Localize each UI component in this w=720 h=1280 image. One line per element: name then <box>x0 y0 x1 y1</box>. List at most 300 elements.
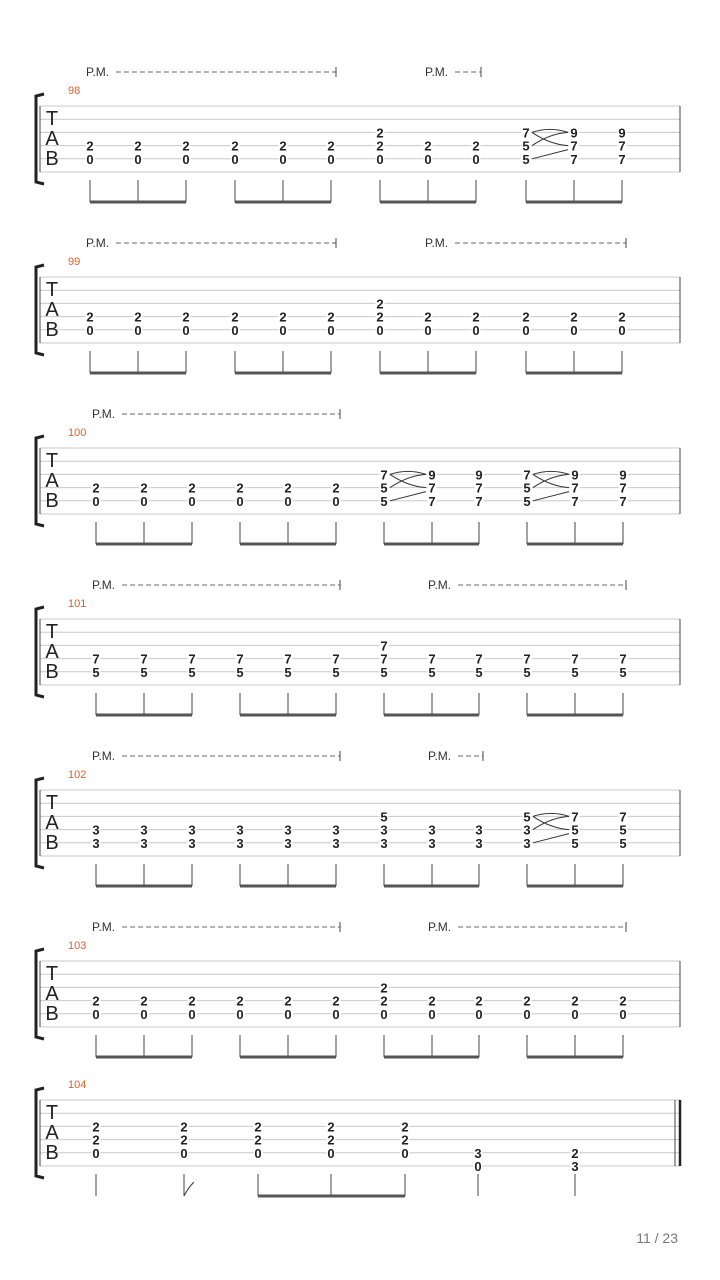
tab-system <box>36 1079 680 1196</box>
fret-number: 0 <box>92 1006 100 1022</box>
fret-number: 2 <box>523 993 531 1009</box>
fret-number: 7 <box>475 493 483 509</box>
fret-number: 2 <box>182 138 190 154</box>
fret-number: 5 <box>92 664 100 680</box>
palm-mute-label: P.M. <box>428 920 452 934</box>
fret-number: 7 <box>380 467 388 483</box>
tab-note <box>231 310 240 373</box>
fret-number: 2 <box>279 138 287 154</box>
measure-number: 100 <box>68 427 87 439</box>
tab-note <box>475 994 484 1057</box>
fret-number: 7 <box>428 651 436 667</box>
tab-note <box>188 652 197 715</box>
fret-number: 7 <box>428 493 436 509</box>
fret-number: 0 <box>92 1145 100 1161</box>
fret-number: 3 <box>523 835 531 851</box>
tab-clef <box>45 1102 59 1164</box>
fret-number: 2 <box>327 138 335 154</box>
fret-number: 7 <box>619 493 627 509</box>
fret-number: 7 <box>571 493 579 509</box>
fret-number: 2 <box>188 993 196 1009</box>
fret-number: 5 <box>523 480 531 496</box>
tab-note <box>236 652 245 715</box>
tab-note <box>571 809 580 886</box>
fret-number: 5 <box>619 664 627 680</box>
fret-number: 3 <box>284 822 292 838</box>
fret-number: 5 <box>380 664 388 680</box>
tab-note <box>92 823 101 886</box>
tab-note <box>92 652 101 715</box>
measure-number: 98 <box>68 85 81 97</box>
fret-number: 7 <box>523 467 531 483</box>
fret-number: 3 <box>380 835 388 851</box>
fret-number: 5 <box>522 138 530 154</box>
fret-number: 5 <box>571 822 579 838</box>
fret-number: 3 <box>428 835 436 851</box>
tab-note <box>474 1146 483 1196</box>
tab-note <box>180 1119 195 1196</box>
fret-number: 2 <box>180 1132 188 1148</box>
fret-number: 5 <box>523 664 531 680</box>
fret-number: 7 <box>475 651 483 667</box>
tab-clef <box>45 963 59 1025</box>
fret-number: 7 <box>475 480 483 496</box>
tab-clef-letter: T <box>45 279 59 301</box>
tab-note <box>618 310 627 373</box>
fret-number: 5 <box>619 822 627 838</box>
tab-note <box>619 467 628 544</box>
fret-number: 7 <box>522 125 530 141</box>
fret-number: 2 <box>254 1119 262 1135</box>
tab-note <box>428 823 437 886</box>
fret-number: 2 <box>327 1119 335 1135</box>
fret-number: 2 <box>380 993 388 1009</box>
palm-mute-label: P.M. <box>86 65 110 79</box>
tab-note <box>619 994 628 1057</box>
fret-number: 2 <box>376 125 384 141</box>
fret-number: 0 <box>619 1006 627 1022</box>
fret-number: 0 <box>140 1006 148 1022</box>
fret-number: 7 <box>619 651 627 667</box>
tab-note <box>284 994 293 1057</box>
fret-number: 2 <box>188 480 196 496</box>
fret-number: 5 <box>571 835 579 851</box>
tab-clef-letter: T <box>45 108 59 130</box>
tab-clef-letter: B <box>45 661 59 683</box>
palm-mute-label: P.M. <box>428 749 452 763</box>
fret-number: 0 <box>424 151 432 167</box>
fret-number: 3 <box>428 822 436 838</box>
fret-number: 0 <box>327 1145 335 1161</box>
fret-number: 0 <box>475 1006 483 1022</box>
fret-number: 0 <box>327 322 335 338</box>
tab-note <box>618 125 627 202</box>
tab-clef-letter: B <box>45 1142 59 1164</box>
tab-note <box>92 1119 101 1196</box>
fret-number: 2 <box>92 1132 100 1148</box>
fret-number: 7 <box>428 480 436 496</box>
tab-note <box>475 652 484 715</box>
fret-number: 0 <box>134 322 142 338</box>
tab-note <box>236 823 245 886</box>
fret-number: 3 <box>236 822 244 838</box>
tab-note <box>424 310 433 373</box>
slide-line <box>532 132 568 145</box>
fret-number: 0 <box>231 151 239 167</box>
tab-note <box>254 1119 263 1196</box>
tab-note <box>327 1119 336 1196</box>
tab-note <box>522 125 531 202</box>
tab-note <box>424 139 433 202</box>
tab-note <box>380 809 389 886</box>
tab-clef-letter: T <box>45 963 59 985</box>
fret-number: 2 <box>571 1145 579 1161</box>
tab-note <box>134 310 143 373</box>
fret-number: 7 <box>92 651 100 667</box>
fret-number: 2 <box>254 1132 262 1148</box>
tab-note <box>380 980 389 1057</box>
fret-number: 0 <box>279 151 287 167</box>
fret-number: 2 <box>92 1119 100 1135</box>
tab-note <box>332 481 341 544</box>
fret-number: 2 <box>182 309 190 325</box>
fret-number: 2 <box>380 980 388 996</box>
tab-system <box>36 920 680 1057</box>
tab-note <box>327 139 336 202</box>
tab-clef-letter: A <box>45 812 59 834</box>
fret-number: 0 <box>236 493 244 509</box>
fret-number: 7 <box>380 638 388 654</box>
fret-number: 9 <box>475 467 483 483</box>
measure-number: 102 <box>68 769 87 781</box>
tab-note <box>140 994 149 1057</box>
fret-number: 2 <box>619 993 627 1009</box>
page-number: 11 / 23 <box>636 1230 678 1246</box>
tab-note <box>475 823 484 886</box>
tab-clef-letter: T <box>45 621 59 643</box>
fret-number: 9 <box>618 125 626 141</box>
fret-number: 3 <box>475 835 483 851</box>
tab-note <box>523 467 532 544</box>
fret-number: 7 <box>571 651 579 667</box>
tab-clef <box>45 279 59 341</box>
fret-number: 3 <box>475 822 483 838</box>
fret-number: 0 <box>327 151 335 167</box>
fret-number: 0 <box>472 322 480 338</box>
tab-clef-letter: T <box>45 450 59 472</box>
tab-note <box>188 823 197 886</box>
tab-clef-letter: B <box>45 490 59 512</box>
tab-system <box>36 749 680 886</box>
tab-clef-letter: B <box>45 832 59 854</box>
fret-number: 3 <box>332 822 340 838</box>
fret-number: 0 <box>332 493 340 509</box>
fret-number: 7 <box>332 651 340 667</box>
tab-system <box>36 407 680 544</box>
fret-number: 0 <box>188 493 196 509</box>
fret-number: 3 <box>236 835 244 851</box>
fret-number: 3 <box>92 822 100 838</box>
fret-number: 0 <box>134 151 142 167</box>
tab-note <box>140 652 149 715</box>
fret-number: 0 <box>428 1006 436 1022</box>
tab-note <box>472 310 481 373</box>
fret-number: 2 <box>279 309 287 325</box>
fret-number: 2 <box>618 309 626 325</box>
fret-number: 0 <box>376 151 384 167</box>
fret-number: 0 <box>571 1006 579 1022</box>
fret-number: 2 <box>472 138 480 154</box>
fret-number: 0 <box>180 1145 188 1161</box>
fret-number: 2 <box>284 480 292 496</box>
slide-line <box>532 150 568 159</box>
fret-number: 2 <box>134 138 142 154</box>
fret-number: 5 <box>619 835 627 851</box>
fret-number: 2 <box>424 138 432 154</box>
fret-number: 0 <box>332 1006 340 1022</box>
tab-note <box>472 139 481 202</box>
fret-number: 2 <box>92 993 100 1009</box>
fret-number: 5 <box>236 664 244 680</box>
tab-note <box>284 652 293 715</box>
slide-line <box>390 474 426 487</box>
fret-number: 7 <box>570 151 578 167</box>
fret-number: 7 <box>236 651 244 667</box>
fret-number: 0 <box>380 1006 388 1022</box>
tab-note <box>376 296 385 373</box>
fret-number: 0 <box>618 322 626 338</box>
tab-note <box>86 139 95 202</box>
fret-number: 0 <box>376 322 384 338</box>
tab-note <box>570 310 579 373</box>
tab-note <box>231 139 240 202</box>
tab-note <box>428 994 437 1057</box>
measure-number: 101 <box>68 598 87 610</box>
fret-number: 0 <box>188 1006 196 1022</box>
fret-number: 3 <box>523 822 531 838</box>
fret-number: 3 <box>92 835 100 851</box>
tab-clef-letter: T <box>45 792 59 814</box>
fret-number: 0 <box>86 151 94 167</box>
fret-number: 5 <box>380 809 388 825</box>
tab-note <box>570 125 579 202</box>
fret-number: 3 <box>332 835 340 851</box>
tab-note <box>182 310 191 373</box>
fret-number: 3 <box>188 822 196 838</box>
fret-number: 2 <box>236 993 244 1009</box>
fret-number: 2 <box>428 993 436 1009</box>
slide-line <box>533 474 569 487</box>
fret-number: 0 <box>570 322 578 338</box>
fret-number: 5 <box>380 493 388 509</box>
tab-note <box>236 481 245 544</box>
fret-number: 2 <box>327 1132 335 1148</box>
fret-number: 7 <box>618 151 626 167</box>
fret-number: 2 <box>140 993 148 1009</box>
tab-note <box>134 139 143 202</box>
palm-mute-label: P.M. <box>428 578 452 592</box>
tab-note <box>188 481 197 544</box>
measure-number: 103 <box>68 940 87 952</box>
palm-mute-label: P.M. <box>92 578 116 592</box>
tab-note <box>571 652 580 715</box>
tab-note <box>428 467 437 544</box>
fret-number: 2 <box>231 138 239 154</box>
fret-number: 2 <box>472 309 480 325</box>
fret-number: 3 <box>571 1159 579 1174</box>
tab-note <box>182 139 191 202</box>
tab-note <box>401 1119 410 1196</box>
fret-number: 7 <box>523 651 531 667</box>
slide-line <box>390 474 426 487</box>
fret-number: 5 <box>523 809 531 825</box>
fret-number: 3 <box>188 835 196 851</box>
tab-note <box>380 467 389 544</box>
tab-note <box>332 652 341 715</box>
tab-note <box>86 310 95 373</box>
slide-line <box>533 492 569 501</box>
tab-clef-letter: A <box>45 299 59 321</box>
fret-number: 0 <box>86 322 94 338</box>
tab-note <box>279 139 288 202</box>
tab-note <box>284 481 293 544</box>
fret-number: 9 <box>571 467 579 483</box>
tab-note <box>380 638 389 715</box>
fret-number: 0 <box>401 1145 409 1161</box>
tab-clef <box>45 621 59 683</box>
slide-line <box>533 816 569 829</box>
fret-number: 7 <box>284 651 292 667</box>
tab-clef-letter: A <box>45 1122 59 1144</box>
fret-number: 5 <box>380 480 388 496</box>
tab-note <box>284 823 293 886</box>
palm-mute-label: P.M. <box>425 65 449 79</box>
note-flag <box>184 1182 194 1196</box>
fret-number: 2 <box>284 993 292 1009</box>
fret-number: 2 <box>332 993 340 1009</box>
fret-number: 0 <box>424 322 432 338</box>
tab-note <box>522 310 531 373</box>
tab-system <box>36 578 680 715</box>
fret-number: 2 <box>570 309 578 325</box>
tab-clef-letter: A <box>45 470 59 492</box>
tab-note <box>475 467 484 544</box>
fret-number: 5 <box>332 664 340 680</box>
fret-number: 2 <box>332 480 340 496</box>
slide-line <box>533 816 569 829</box>
fret-number: 0 <box>522 322 530 338</box>
tab-note <box>523 809 532 886</box>
fret-number: 2 <box>86 138 94 154</box>
tab-note <box>92 481 101 544</box>
fret-number: 5 <box>523 493 531 509</box>
tab-note <box>332 823 341 886</box>
tab-clef <box>45 108 59 170</box>
fret-number: 3 <box>284 835 292 851</box>
palm-mute-label: P.M. <box>92 749 116 763</box>
tab-note <box>279 310 288 373</box>
fret-number: 2 <box>376 138 384 154</box>
fret-number: 2 <box>401 1132 409 1148</box>
tab-note <box>523 994 532 1057</box>
tab-clef-letter: B <box>45 319 59 341</box>
fret-number: 3 <box>474 1145 482 1161</box>
fret-number: 5 <box>428 664 436 680</box>
tab-note <box>332 994 341 1057</box>
fret-number: 0 <box>254 1145 262 1161</box>
fret-number: 0 <box>279 322 287 338</box>
fret-number: 2 <box>327 309 335 325</box>
palm-mute-label: P.M. <box>425 236 449 250</box>
fret-number: 5 <box>284 664 292 680</box>
fret-number: 7 <box>380 651 388 667</box>
fret-number: 0 <box>523 1006 531 1022</box>
tab-note <box>327 310 336 373</box>
fret-number: 7 <box>571 809 579 825</box>
measure-number: 104 <box>68 1079 87 1091</box>
tab-note <box>523 652 532 715</box>
fret-number: 7 <box>571 480 579 496</box>
fret-number: 0 <box>236 1006 244 1022</box>
fret-number: 2 <box>92 480 100 496</box>
fret-number: 0 <box>231 322 239 338</box>
fret-number: 5 <box>475 664 483 680</box>
fret-number: 2 <box>180 1119 188 1135</box>
fret-number: 3 <box>380 822 388 838</box>
fret-number: 2 <box>424 309 432 325</box>
fret-number: 2 <box>376 296 384 312</box>
tab-note <box>92 994 101 1057</box>
fret-number: 5 <box>571 664 579 680</box>
fret-number: 2 <box>236 480 244 496</box>
tab-clef-letter: B <box>45 148 59 170</box>
fret-number: 2 <box>134 309 142 325</box>
fret-number: 2 <box>571 993 579 1009</box>
tab-note <box>140 481 149 544</box>
tab-system <box>36 65 680 202</box>
tab-note <box>428 652 437 715</box>
fret-number: 3 <box>140 822 148 838</box>
tab-clef-letter: A <box>45 983 59 1005</box>
fret-number: 2 <box>522 309 530 325</box>
fret-number: 7 <box>140 651 148 667</box>
tab-note <box>376 125 385 202</box>
fret-number: 2 <box>376 309 384 325</box>
fret-number: 0 <box>140 493 148 509</box>
fret-number: 0 <box>182 322 190 338</box>
fret-number: 7 <box>619 809 627 825</box>
tab-clef <box>45 792 59 854</box>
fret-number: 2 <box>140 480 148 496</box>
tab-note <box>619 652 628 715</box>
palm-mute-label: P.M. <box>92 920 116 934</box>
tab-note <box>571 467 580 544</box>
tab-clef-letter: A <box>45 641 59 663</box>
fret-number: 9 <box>428 467 436 483</box>
slide-line <box>533 474 569 487</box>
tab-clef-letter: T <box>45 1102 59 1124</box>
fret-number: 9 <box>570 125 578 141</box>
fret-number: 9 <box>619 467 627 483</box>
fret-number: 7 <box>618 138 626 154</box>
fret-number: 5 <box>140 664 148 680</box>
fret-number: 2 <box>401 1119 409 1135</box>
fret-number: 0 <box>474 1159 482 1174</box>
tab-note <box>619 809 628 886</box>
fret-number: 7 <box>619 480 627 496</box>
slide-line <box>390 492 426 501</box>
tab-clef <box>45 450 59 512</box>
